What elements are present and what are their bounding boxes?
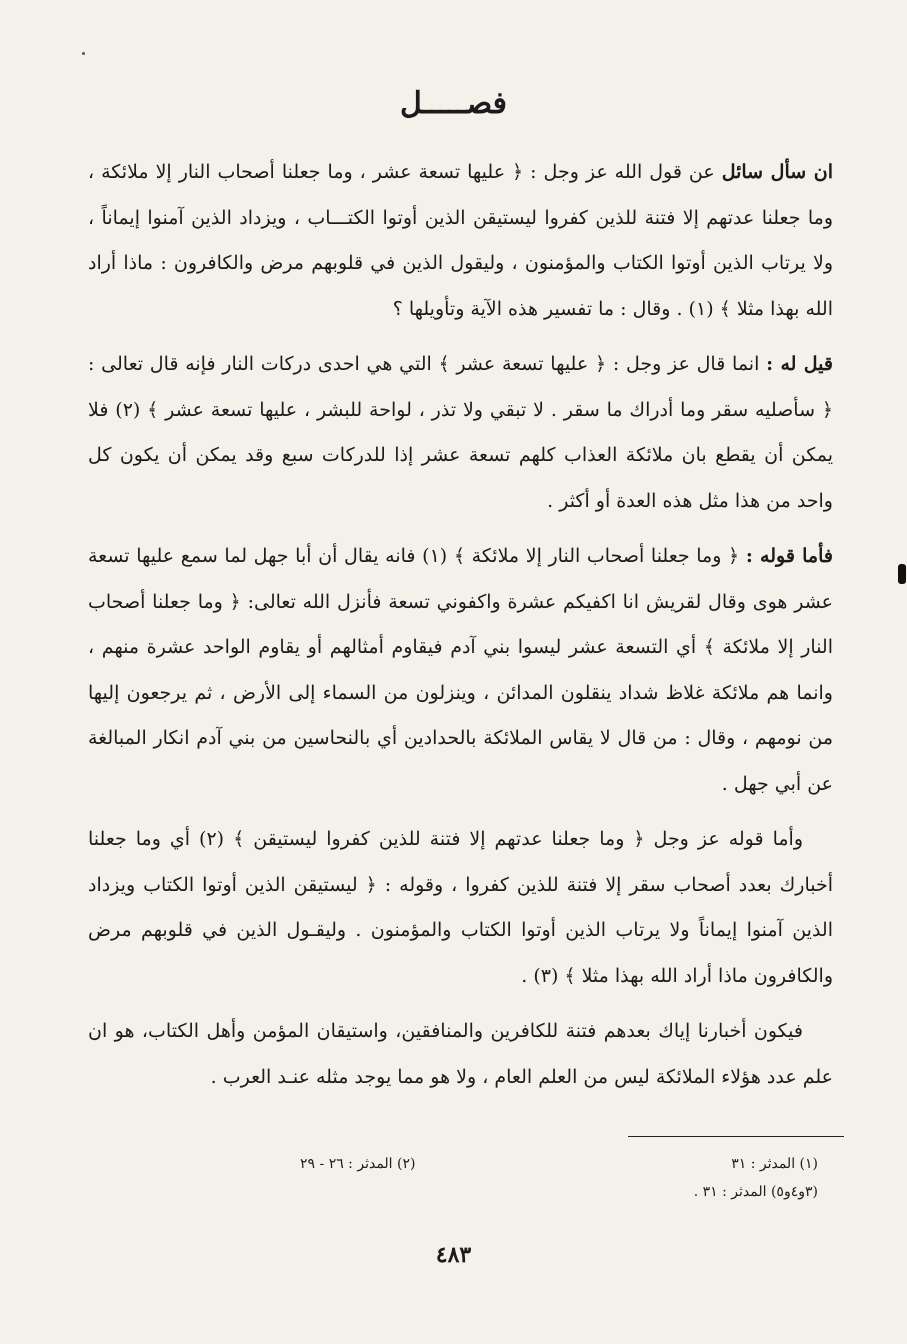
- footnote-2: (٢) المدثر : ٢٦ - ٢٩: [300, 1156, 416, 1172]
- section-heading: فصـــــل: [399, 86, 508, 121]
- paragraph-lead: ان سأل سائل: [721, 161, 833, 183]
- ink-speck: [82, 52, 85, 55]
- footnote-row: [300, 1178, 818, 1206]
- paragraph-body: وأما قوله عز وجل ﴿ وما جعلنا عدتهم إلا فتنة للذين كفروا ليستيقن ﴾ (٢) أي وما جعلنا أخبارك بعدد أصحاب سقر إلا فتنة للذين كفروا ، وقوله : ﴿ ليستيقن الذين أوتوا الكتاب ويزداد الذين آمنوا إيماناً ولا يرتاب الذين أوتوا الكتاب والمؤمنون . وليقـول الذين في قلوبهم مرض والكافرون ماذا أراد الله بهذا مثلا ﴾ (٣) .: [88, 828, 833, 987]
- footnotes: [300, 1150, 818, 1206]
- footnote-3: (٣و٤و٥) المدثر : ٣١ .: [693, 1184, 818, 1200]
- footnote-row: [300, 1150, 818, 1178]
- footnote-1: (١) المدثر : ٣١: [731, 1156, 818, 1172]
- paragraph-body: ﴿ وما جعلنا أصحاب النار إلا ملائكة ﴾ (١) فانه يقال أن أبا جهل لما سمع عليها تسعة عشر هوى وقال لقريش انا اكفيكم عشرة واكفوني تسعة فأنزل الله تعالى: ﴿ وما جعلنا أصحاب النار إلا ملائكة ﴾ أي التسعة عشر ليسوا بني آدم فيقاوم أمثالهم أو يقاوم الواحد عشرة منهم ، وانما هم ملائكة غلاظ شداد ينقلون المدائن ، وينزلون من السماء إلى الأرض ، ثم يرجعون إليها من نومهم ، وقال : من قال لا يقاس الملائكة بالحدادين أي بالنحاسين من بني آدم انكار المبالغة عن أبي جهل .: [88, 545, 833, 795]
- paragraph-body: انما قال عز وجل : ﴿ عليها تسعة عشر ﴾ التي هي احدى دركات النار فإنه قال تعالى : ﴿ سأصليه سقر وما أدراك ما سقر . لا تبقي ولا تذر ، لواحة للبشر ، عليها تسعة عشر ﴾ (٢) فلا يمكن أن يقطع بان ملائكة العذاب كلهم تسعة عشر إذا للدركات سبع وقد يمكن أن يكون كل واحد من هذا مثل هذه العدة أو أكثر .: [88, 353, 833, 512]
- paragraph-lead: فأما قوله :: [745, 545, 833, 567]
- paragraph-3: [88, 534, 833, 807]
- paragraph-5: [88, 1009, 833, 1100]
- paragraph-body: عن قول الله عز وجل : ﴿ عليها تسعة عشر ، وما جعلنا أصحاب النار إلا ملائكة ، وما جعلنا عدتهم إلا فتنة للذين كفروا ليستيقن الذين أوتوا الكتـــاب ، ويزداد الذين آمنوا إيماناً ، ولا يرتاب الذين أوتوا الكتاب والمؤمنون ، وليقول الذين في قلوبهم مرض والكافرون : ماذا أراد الله بهذا مثلا ﴾ (١) . وقال : ما تفسير هذه الآية وتأويلها ؟: [88, 161, 833, 320]
- paragraph-body: فيكون أخبارنا إياك بعدهم فتنة للكافرين والمنافقين، واستيقان المؤمن وأهل الكتاب، هو ان علم عدد هؤلاء الملائكة ليس من العلم العام ، ولا هو مما يوجد مثله عنـد العرب .: [88, 1020, 833, 1088]
- body-text: [88, 150, 833, 1110]
- paragraph-2: [88, 342, 833, 524]
- paragraph-lead: قيل له :: [766, 353, 833, 375]
- footnote-separator: [628, 1136, 844, 1137]
- page-number: ٤٨٣: [435, 1242, 472, 1268]
- paragraph-1: [88, 150, 833, 332]
- page-edge-mark: [898, 564, 906, 584]
- paragraph-4: [88, 817, 833, 999]
